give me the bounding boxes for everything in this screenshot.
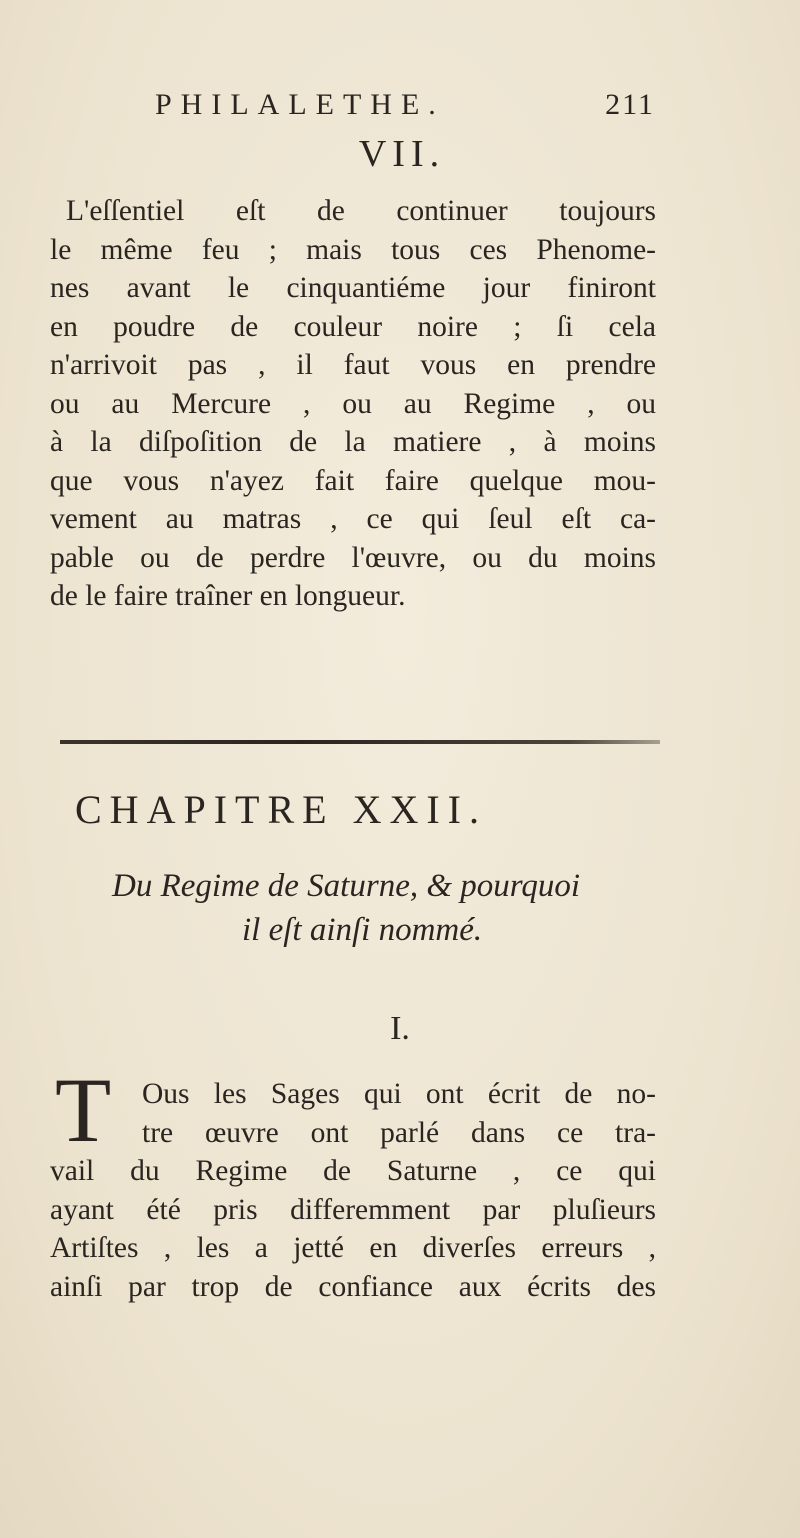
- text-line: Ous les Sages qui ont écrit de no-: [142, 1078, 656, 1110]
- running-head: [155, 88, 655, 128]
- text-line: de le faire traîner en longueur.: [50, 580, 406, 612]
- chapter-subtitle-line-1: Du Regime de Saturne, & pourquoi: [112, 868, 581, 904]
- section-numeral-i: I.: [390, 1010, 410, 1047]
- chapter-subtitle-line-2: il eſt ainſi nommé.: [242, 912, 483, 948]
- text-line: à la diſpoſition de la matiere , à moins: [50, 426, 656, 458]
- text-line: en poudre de couleur noire ; ſi cela: [50, 310, 656, 343]
- text-line: Artiſtes , les a jetté en diverſes erreurs ,: [50, 1232, 656, 1264]
- text-line: ainſi par trop de confiance aux écrits des: [50, 1270, 656, 1303]
- text-line: L'eſſentiel eſt de continuer toujours: [66, 195, 656, 227]
- text-line: ayant été pris differemment par pluſieurs: [50, 1193, 656, 1226]
- text-line: ou au Mercure , ou au Regime , ou: [50, 387, 656, 420]
- text-line: le même feu ; mais tous ces Phenome-: [50, 233, 656, 266]
- text-line: que vous n'ayez fait faire quelque mou-: [50, 464, 656, 497]
- paragraph-vii: [50, 192, 656, 616]
- page-number: 211: [605, 88, 655, 121]
- text-line: nes avant le cinquantiéme jour finiront: [50, 272, 656, 304]
- drop-cap: T: [55, 1059, 112, 1161]
- text-line: pable ou de perdre l'œuvre, ou du moins: [50, 541, 656, 574]
- running-title: PHILALETHE.: [155, 88, 445, 121]
- text-line: n'arrivoit pas , il faut vous en prendre: [50, 349, 656, 381]
- text-line: vail du Regime de Saturne , ce qui: [50, 1155, 656, 1187]
- chapter-heading: CHAPITRE XXII.: [75, 787, 487, 832]
- paragraph-i: [50, 1075, 656, 1306]
- text-line: vement au matras , ce qui ſeul eſt ca-: [50, 503, 656, 535]
- section-numeral-vii: VII.: [358, 133, 446, 175]
- chapter-divider-rule: [60, 740, 660, 744]
- text-line: tre œuvre ont parlé dans ce tra-: [142, 1116, 656, 1149]
